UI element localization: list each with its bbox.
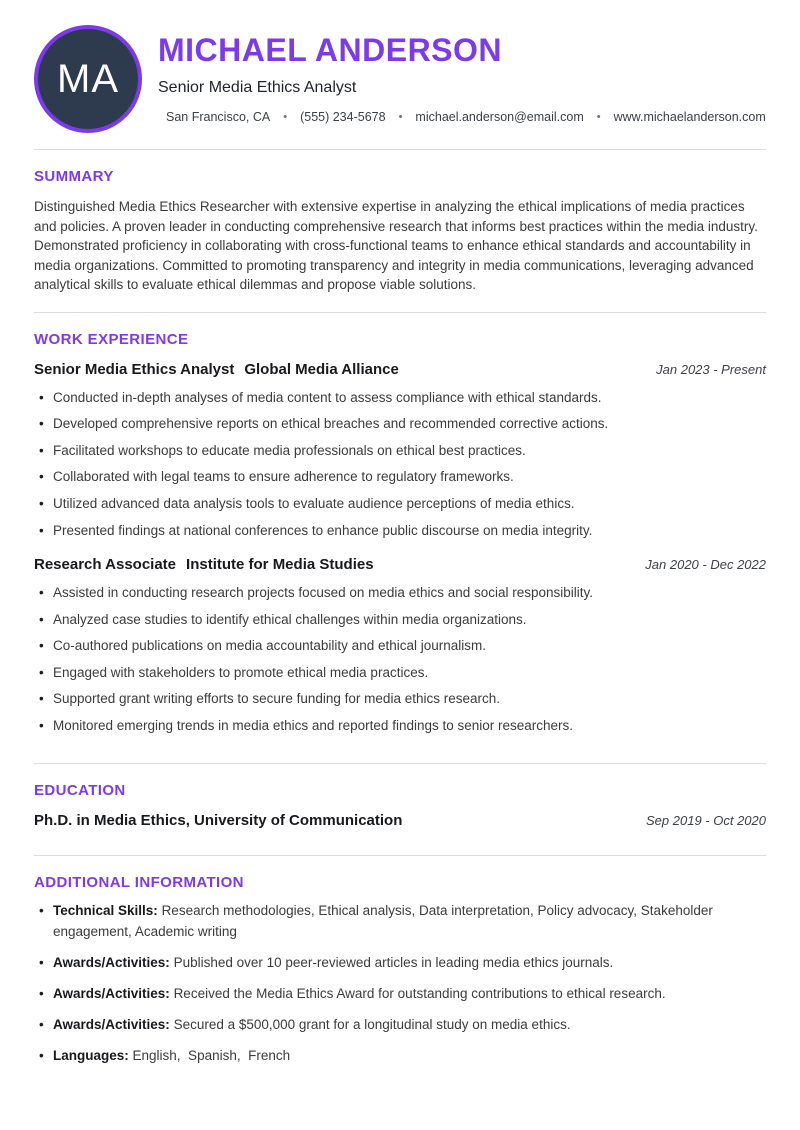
- section-work-experience: [34, 312, 766, 764]
- contact-email: michael.anderson@email.com: [415, 109, 584, 124]
- job-dates: Jan 2023 - Present: [656, 361, 766, 377]
- job-bullet: • Assisted in conducting research projects focused on media ethics and social responsibility.: [34, 584, 766, 602]
- dot-separator-icon: •: [283, 110, 288, 123]
- additional-info-item: [34, 901, 766, 943]
- additional-info-item: [34, 984, 766, 1005]
- additional-info-item: [34, 1015, 766, 1036]
- job-bullet-list: [34, 389, 766, 539]
- job-bullet: • Facilitated workshops to educate media professionals on ethical best practices.: [34, 442, 766, 460]
- job-entry: [34, 556, 766, 734]
- section-summary: [34, 149, 766, 312]
- job-bullet: • Co-authored publications on media accountability and ethical journalism.: [34, 637, 766, 655]
- additional-info-text: Published over 10 peer-reviewed articles in leading media ethics journals.: [173, 955, 614, 971]
- avatar: [34, 25, 142, 133]
- job-dates: Jan 2020 - Dec 2022: [645, 557, 766, 573]
- education-degree: Ph.D. in Media Ethics, University of Communication: [34, 812, 403, 830]
- work-experience-heading: WORK EXPERIENCE: [34, 330, 189, 348]
- additional-info-item: [34, 1046, 766, 1067]
- job-header-row: [34, 556, 766, 573]
- job-title: Senior Media Ethics Analyst: [34, 360, 235, 378]
- additional-info-label: Awards/Activities:: [53, 955, 170, 971]
- summary-heading: SUMMARY: [34, 168, 114, 185]
- header-text: [158, 34, 766, 124]
- additional-info-item: [34, 953, 766, 974]
- additional-info-label: Awards/Activities:: [53, 1017, 170, 1033]
- additional-info-label: Languages:: [53, 1047, 129, 1063]
- dot-separator-icon: •: [398, 110, 403, 123]
- job-company: Global Media Alliance: [244, 360, 399, 378]
- contact-website: www.michaelanderson.com: [613, 109, 766, 124]
- contact-location: San Francisco, CA: [166, 109, 271, 124]
- additional-info-list: [34, 901, 766, 1067]
- resume-header: [34, 0, 766, 149]
- job-bullet: • Developed comprehensive reports on ethical breaches and recommended corrective actions.: [34, 415, 766, 433]
- education-dates: Sep 2019 - Oct 2020: [646, 813, 766, 829]
- candidate-name: MICHAEL ANDERSON: [158, 32, 503, 69]
- dot-separator-icon: •: [596, 110, 601, 123]
- job-entry: [34, 361, 766, 539]
- additional-info-label: Technical Skills:: [53, 903, 158, 919]
- job-bullet: • Presented findings at national conferences to enhance public discourse on media integrity.: [34, 522, 766, 540]
- additional-information-heading: ADDITIONAL INFORMATION: [34, 874, 244, 892]
- contact-phone: (555) 234-5678: [300, 109, 386, 124]
- job-company: Institute for Media Studies: [186, 556, 374, 574]
- additional-info-text: English, Spanish, French: [132, 1047, 291, 1063]
- job-bullet-list: [34, 584, 766, 734]
- contact-line: [166, 110, 766, 124]
- job-bullet: • Analyzed case studies to identify ethical challenges within media organizations.: [34, 611, 766, 629]
- job-bullet: • Supported grant writing efforts to secure funding for media ethics research.: [34, 690, 766, 708]
- education-heading: EDUCATION: [34, 782, 126, 800]
- section-education: [34, 763, 766, 855]
- section-additional-information: [34, 855, 766, 1097]
- job-bullet: • Conducted in-depth analyses of media content to assess compliance with ethical standards.: [34, 389, 766, 407]
- job-bullet: • Engaged with stakeholders to promote ethical media practices.: [34, 664, 766, 682]
- avatar-initials: MA: [57, 56, 119, 101]
- additional-info-label: Awards/Activities:: [53, 986, 170, 1002]
- job-title: Research Associate: [34, 556, 177, 574]
- job-bullet: • Monitored emerging trends in media ethics and reported findings to senior researchers.: [34, 717, 766, 735]
- job-bullet: • Utilized advanced data analysis tools to evaluate audience perceptions of media ethics.: [34, 495, 766, 513]
- additional-info-text: Research methodologies, Ethical analysis, Data interpretation, Policy advocacy, Stakeholder engagement, Academic writing: [53, 903, 717, 940]
- education-entry: [34, 812, 766, 855]
- summary-text: Distinguished Media Ethics Researcher with extensive expertise in analyzing the ethical implications of media practices and policies. A proven leader in conducting comprehensive research that informs best practices within the media industry. Demonstrated proficiency in collaborating with cross-functional teams to enhance ethical standards and accountability in media organizations. Committed to promoting transparency and integrity in media communications, leveraging advanced analytical skills to evaluate ethical dilemmas and propose viable solutions.: [34, 199, 758, 293]
- additional-info-text: Received the Media Ethics Award for outstanding contributions to ethical research.: [173, 986, 666, 1002]
- job-header-row: [34, 361, 766, 378]
- job-bullet: • Collaborated with legal teams to ensure adherence to regulatory frameworks.: [34, 468, 766, 486]
- additional-info-text: Secured a $500,000 grant for a longitudinal study on media ethics.: [173, 1017, 571, 1033]
- candidate-headline: Senior Media Ethics Analyst: [158, 78, 357, 96]
